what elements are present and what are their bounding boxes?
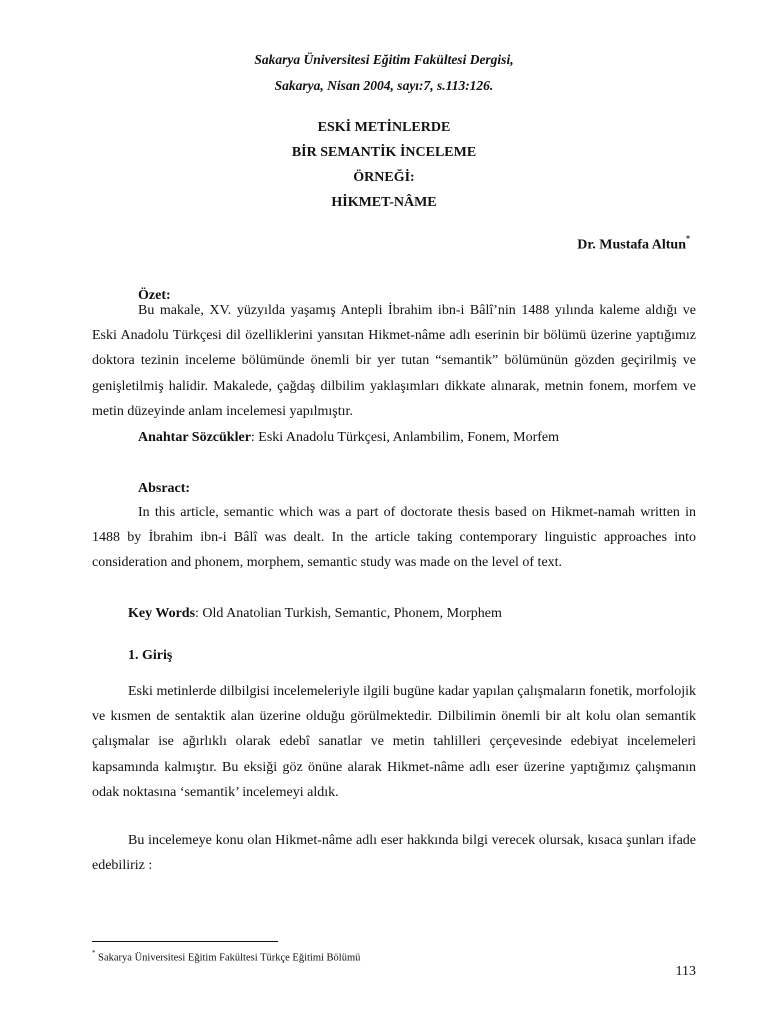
ozet-keywords-label: Anahtar Sözcükler [138, 430, 251, 445]
abstract-keywords [128, 606, 502, 622]
abstract-keywords-text: : Old Anatolian Turkish, Semantic, Phonem, Morphem [195, 606, 502, 621]
giris-paragraph-2: Bu incelemeye konu olan Hikmet-nâme adlı eser hakkında bilgi verecek olursak, kısaca şunları ifade edebiliriz : [92, 833, 696, 874]
ozet-keywords [138, 430, 559, 446]
page-number: 113 [675, 964, 696, 979]
author [577, 236, 690, 254]
footnote-divider [92, 941, 278, 942]
ozet-keywords-text: : Eski Anadolu Türkçesi, Anlambilim, Fonem, Morfem [250, 430, 560, 445]
section-heading-giris: 1. Giriş [128, 648, 173, 663]
title-line2: BİR SEMANTİK İNCELEME [291, 145, 477, 160]
footnote-text: Sakarya Üniversitesi Eğitim Fakültesi Türkçe Eğitimi Bölümü [95, 952, 361, 964]
author-footnote-mark: * [686, 234, 690, 243]
abstract-paragraph: In this article, semantic which was a part of doctorate thesis based on Hikmet-namah written in 1488 by İbrahim ibn-i Bâlî was dealt. In the article taking contemporary linguistic approaches into consideration and phonem, morphem, semantic study was made on the level of text. [92, 505, 696, 571]
ozet-label: Özet: [138, 288, 171, 303]
footnote [92, 950, 360, 964]
title-line1: ESKİ METİNLERDE [317, 120, 451, 135]
journal-citation-line2: Sakarya, Nisan 2004, sayı:7, s.113:126. [274, 78, 494, 93]
abstract-label: Absract: [138, 481, 191, 496]
author-name: Dr. Mustafa Altun [577, 237, 686, 253]
ozet-paragraph: Bu makale, XV. yüzyılda yaşamış Antepli İbrahim ibn-i Bâlî’nin 1488 yılında kaleme aldığı ve Eski Anadolu Türkçesi dil özelliklerini yansıtan Hikmet-nâme adlı eserinin bir bölümü üzerine yaptığımız doktora tezinin inceleme bölümünde önemli bir yer tutan “semantik” bölümünün gözden geçirilmiş ve genişletilmiş halidir. Makalede, çağdaş dilbilim yaklaşımları dikkate alınarak, metnin fonem, morfem ve metin düzeyinde anlam incelemesi yapılmıştır. [92, 303, 696, 419]
footnote-mark: * [92, 949, 96, 957]
title-line3: ÖRNEĞİ: [353, 170, 415, 185]
abstract-keywords-label: Key Words [128, 606, 196, 621]
title-line4: HİKMET-NÂME [331, 195, 437, 210]
giris-paragraph-1: Eski metinlerde dilbilgisi incelemeleriyle ilgili bugüne kadar yapılan çalışmaların fonetik, morfolojik ve kısmen de sentaktik alan üzerine olduğu görülmektedir. Dilbilimin önemli bir alt kolu olan semantik çalışmalar ise ağırlıklı olarak edebî sanatlar ve metin tahlilleri çerçevesinde edebiyat incelemeleri kapsamında kalmıştır. Bu eksiği göz önüne alarak Hikmet-nâme adlı eser üzerine yaptığımız çalışmanın odak noktasına ‘semantik’ incelemeyi aldık. [92, 684, 696, 800]
journal-citation-line1: Sakarya Üniversitesi Eğitim Fakültesi Dergisi, [254, 52, 514, 67]
